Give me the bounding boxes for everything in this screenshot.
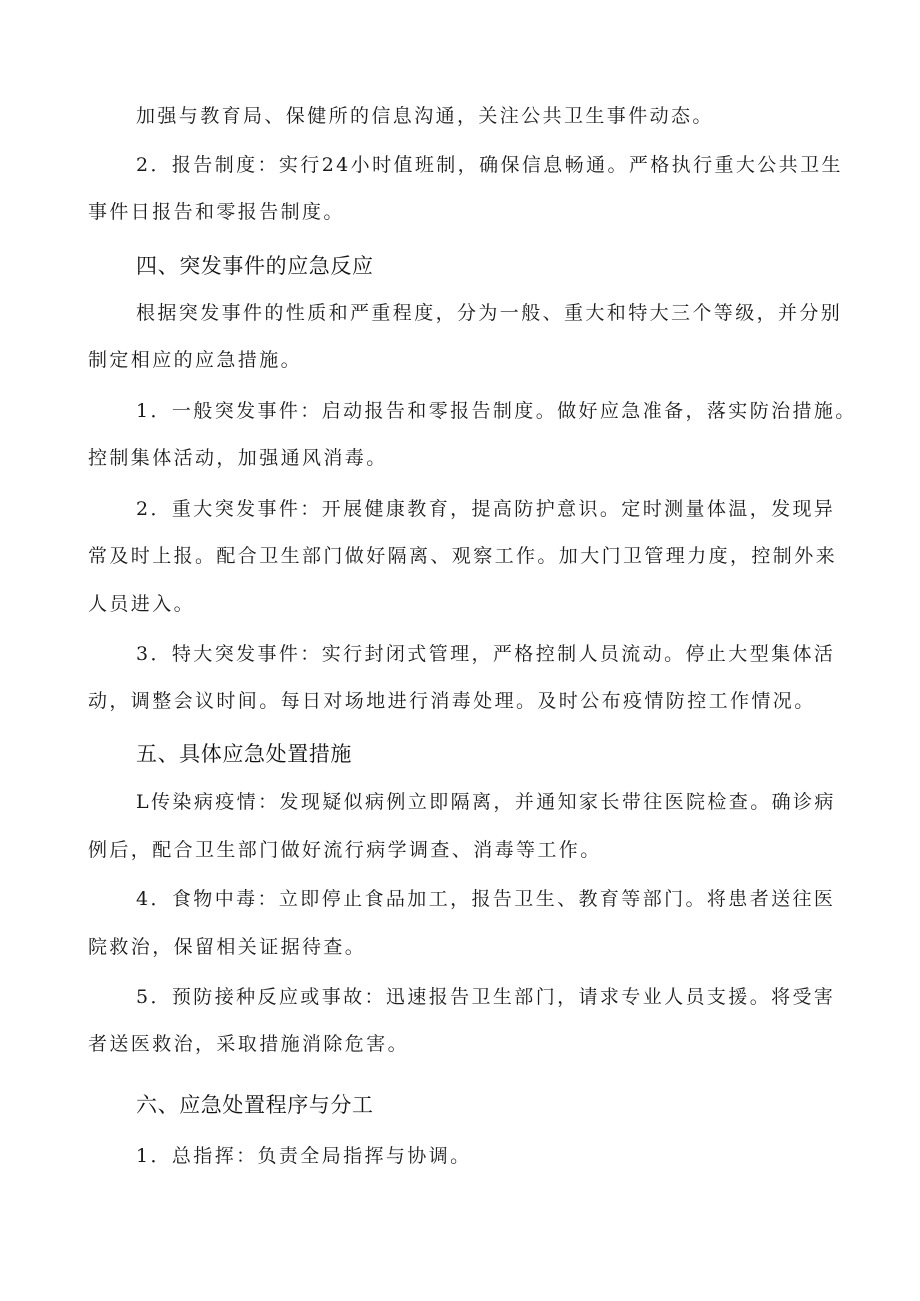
- section-heading: 六、应急处置程序与分工: [136, 1093, 374, 1117]
- paragraph-line: 1．总指挥：负责全局指挥与协调。: [136, 1145, 472, 1167]
- paragraph-line: L传染病疫情：发现疑似病例立即隔离，并通知家长带往医院检查。确诊病: [136, 791, 836, 813]
- paragraph-line: 2．报告制度：实行24小时值班制，确保信息畅通。严格执行重大公共卫生: [136, 154, 843, 176]
- section-heading: 五、具体应急处置措施: [136, 742, 352, 766]
- paragraph-line: 制定相应的应急措施。: [88, 349, 303, 371]
- paragraph-line: 者送医救治，采取措施消除危害。: [88, 1033, 410, 1055]
- paragraph-line: 事件日报告和零报告制度。: [88, 201, 345, 223]
- paragraph-line: 加强与教育局、保健所的信息沟通，关注公共卫生事件动态。: [136, 105, 714, 127]
- paragraph-line: 人员进入。: [88, 593, 196, 615]
- paragraph-line: 控制集体活动，加强通风消毒。: [88, 447, 388, 469]
- paragraph-line: 4．食物中毒：立即停止食品加工，报告卫生、教育等部门。将患者送往医: [136, 888, 836, 910]
- paragraph-line: 5．预防接种反应或事故：迅速报告卫生部门，请求专业人员支援。将受害: [136, 986, 836, 1008]
- paragraph-line: 院救治，保留相关证据待查。: [88, 936, 367, 958]
- paragraph-line: 常及时上报。配合卫生部门做好隔离、观察工作。加大门卫管理力度，控制外来: [88, 545, 838, 567]
- paragraph-line: 2．重大突发事件：开展健康教育，提高防护意识。定时测量体温，发现异: [136, 498, 836, 520]
- paragraph-line: 1．一般突发事件：启动报告和零报告制度。做好应急准备，落实防治措施。: [136, 400, 857, 422]
- paragraph-line: 3．特大突发事件：实行封闭式管理，严格控制人员流动。停止大型集体活: [136, 643, 836, 665]
- paragraph-line: 例后，配合卫生部门做好流行病学调查、消毒等工作。: [88, 839, 602, 861]
- paragraph-line: 动，调整会议时间。每日对场地进行消毒处理。及时公布疫情防控工作情况。: [88, 690, 816, 712]
- section-heading: 四、突发事件的应急反应: [136, 254, 374, 278]
- paragraph-line: 根据突发事件的性质和严重程度，分为一般、重大和特大三个等级，并分别: [136, 302, 843, 324]
